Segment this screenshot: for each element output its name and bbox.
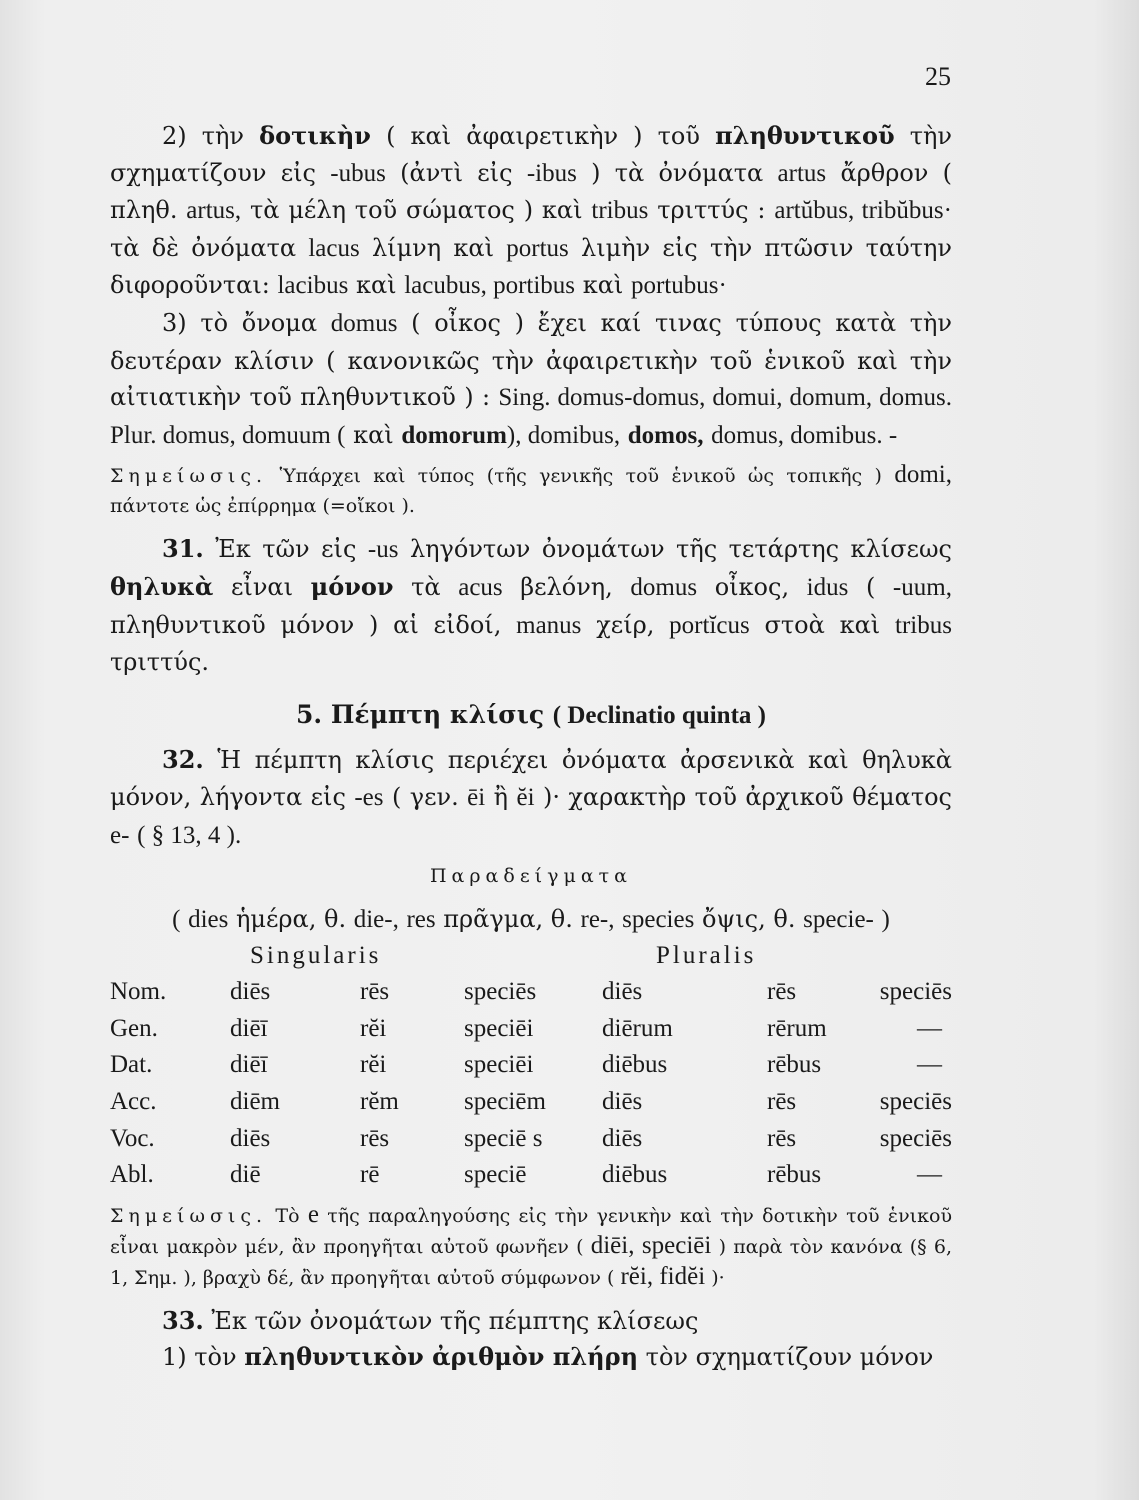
- latin-text: species: [622, 905, 695, 933]
- bold-term: θηλυκὰ: [110, 571, 214, 601]
- text: (: [172, 905, 181, 933]
- text: Ἡ πέμπτη κλίσις περιέχει ὀνόματα ἀρσενικὰ καὶ θηλυκὰ μόνον, λήγοντα εἰς: [110, 746, 952, 811]
- text: τριττύς :: [657, 196, 766, 225]
- text: στοὰ καὶ: [764, 610, 881, 639]
- text: )· χαρακτὴρ τοῦ ἀρχικοῦ θέματος: [542, 782, 952, 811]
- table-cell: —: [917, 1014, 942, 1042]
- section-33: [110, 1303, 952, 1340]
- table-cell: speciēs: [879, 1088, 952, 1116]
- latin-text: rĕi, fidĕi: [620, 1262, 706, 1290]
- table-cell: diē: [230, 1161, 261, 1189]
- latin-text: artus,: [186, 197, 242, 225]
- latin-text: specie-: [803, 905, 874, 933]
- section-title-fifth-declension: [110, 697, 952, 735]
- latin-text: idus: [806, 573, 849, 601]
- text: 1) τὸν: [162, 1343, 237, 1372]
- bold-term: πληθυντικοῦ: [715, 121, 895, 150]
- text: ( γεν.: [391, 782, 459, 811]
- text: 5.: [296, 699, 323, 729]
- latin-text: ( § 13, 4 ).: [137, 821, 242, 849]
- bold-term: μόνον: [310, 571, 394, 601]
- table-cell: speciēs: [879, 978, 952, 1006]
- latin-text: re-,: [580, 905, 615, 933]
- number-headers: [110, 938, 952, 974]
- page-body: [110, 118, 952, 1376]
- table-cell: rēs: [767, 1124, 797, 1152]
- table-cell: speciē: [464, 1161, 527, 1189]
- table-cell: rĕm: [360, 1088, 399, 1116]
- text: (: [865, 572, 876, 601]
- table-cell: rēs: [360, 1124, 390, 1152]
- table-cell: rērum: [767, 1014, 827, 1042]
- table-cell: diēs: [230, 1124, 271, 1152]
- plural-header: Pluralis: [656, 942, 757, 970]
- latin-text: lacibus: [277, 272, 349, 300]
- latin-text: tribus: [895, 611, 952, 639]
- bold-term: πληθυντικὸν ἀριθμὸν πλήρη: [244, 1342, 639, 1372]
- case-label: Voc.: [110, 1124, 155, 1152]
- paradigm-heading: Παραδείγματα: [429, 865, 632, 888]
- bold-term: δοτικὴν: [259, 121, 371, 150]
- latin-text: Sing. domus-domus, domui, domum, domus. Plur. domus, domuum (: [110, 384, 953, 449]
- table-cell: diēbus: [602, 1161, 668, 1189]
- table-row: [110, 974, 952, 1011]
- table-cell: rĕi: [360, 1014, 387, 1042]
- text: 3) τὸ ὄνομα: [162, 308, 318, 337]
- note-domi: [110, 460, 952, 521]
- bold-latin-term: domorum: [401, 421, 507, 449]
- text: πρᾶγμα, θ.: [443, 904, 573, 933]
- table-cell: diēs: [602, 1088, 643, 1116]
- latin-text: diēi, speciēi: [590, 1231, 712, 1259]
- latin-text: ēi: [467, 783, 486, 811]
- text: καὶ: [582, 271, 624, 300]
- latin-text: artŭbus, tribŭbus·: [774, 197, 952, 225]
- latin-text: artus: [777, 159, 827, 187]
- section-32: [110, 742, 952, 854]
- latin-text: lacus: [308, 234, 360, 262]
- declension-table: [110, 974, 952, 1194]
- text: τὰ μέλη τοῦ σώματος ) καὶ: [250, 196, 583, 225]
- table-cell: diēbus: [602, 1051, 668, 1079]
- text: πάντοτε ὡς ἐπίρρημα (=οἴκοι ).: [110, 495, 415, 518]
- table-row: [110, 1157, 952, 1194]
- text: οἶκος,: [714, 572, 790, 601]
- latin-text: portubus·: [630, 272, 727, 300]
- section-33-item-1: [110, 1339, 952, 1376]
- table-cell: rēs: [767, 1088, 797, 1116]
- table-cell: rēs: [360, 978, 390, 1006]
- text: πληθυντικοῦ μόνον ) αἱ εἰδοί,: [110, 610, 502, 639]
- table-row: [110, 1011, 952, 1048]
- text: ) παρὰ τὸν κανόνα (§ 6, 1, Σημ. ), βραχὺ δέ, ἂν προηγῆται αὐτοῦ σύμφωνον (: [110, 1235, 953, 1289]
- text: τὴν σχηματίζουν εἰς: [110, 122, 952, 187]
- text: Ἐκ τῶν ὀνομάτων τῆς πέμπτης κλίσεως: [211, 1306, 699, 1335]
- note-label: Σημείωσις.: [110, 1204, 268, 1227]
- paragraph-dative-plural: [110, 118, 952, 305]
- table-cell: —: [917, 1051, 942, 1079]
- text: ) τὰ ὀνόματα: [591, 158, 764, 187]
- table-row: [110, 1084, 952, 1121]
- text: τὸν σχηματίζουν μόνον: [645, 1343, 934, 1372]
- text: Ὑπάρχει καὶ τύπος (τῆς γενικῆς τοῦ ἑνικοῦ ὡς τοπικῆς ): [279, 465, 882, 488]
- latin-text: ( Declinatio quinta ): [552, 701, 766, 729]
- text: ( οἶκος ) ἔχει καί τινας τύπους κατὰ τὴν δευτέραν κλίσιν ( κανονικῶς τὴν ἀφαιρετικὴν τοῦ ἑνικοῦ καὶ τὴν αἰτιατικὴν τοῦ πληθυντικοῦ ) :: [110, 308, 953, 412]
- page-number: 25: [925, 62, 951, 91]
- table-row: [110, 1047, 952, 1084]
- text: Τὸ: [275, 1204, 300, 1227]
- text: τριττύς.: [110, 648, 210, 677]
- table-cell: speciēs: [879, 1124, 952, 1152]
- table-cell: rēbus: [767, 1161, 822, 1189]
- latin-text: domi,: [894, 461, 952, 489]
- text: Ἐκ τῶν εἰς: [215, 535, 357, 564]
- examples-line: [110, 901, 952, 939]
- text: ληγόντων ὀνομάτων τῆς τετάρτης κλίσεως: [409, 535, 952, 564]
- latin-text: dies: [188, 905, 229, 933]
- latin-text: lacubus, portibus: [404, 272, 576, 300]
- case-label: Nom.: [110, 978, 167, 1006]
- section-number: 32.: [162, 745, 204, 775]
- table-cell: rēbus: [767, 1051, 822, 1079]
- latin-text: res: [406, 905, 436, 933]
- table-cell: rē: [360, 1161, 380, 1189]
- latin-text: portĭcus: [669, 611, 750, 639]
- table-cell: diēm: [230, 1088, 280, 1116]
- latin-text: acus: [458, 573, 503, 601]
- case-label: Gen.: [110, 1014, 158, 1042]
- text: χείρ,: [596, 610, 655, 639]
- note-genitive-e: [110, 1200, 952, 1293]
- latin-text: die-,: [353, 905, 399, 933]
- text: ( καὶ ἀφαιρετικὴν ) τοῦ: [386, 122, 700, 150]
- latin-text: manus: [516, 611, 582, 639]
- text: ): [881, 905, 890, 933]
- text: ὄψις, θ.: [701, 904, 796, 933]
- latin-text: ), domibus,: [506, 421, 621, 449]
- table-cell: rĕi: [360, 1051, 387, 1079]
- text: Πέμπτη κλίσις: [330, 699, 545, 729]
- table-cell: diērum: [602, 1014, 673, 1042]
- table-row: [110, 1121, 952, 1158]
- bold-latin-term: domos,: [627, 421, 704, 449]
- latin-text: e: [307, 1200, 319, 1228]
- table-cell: diēs: [602, 978, 643, 1006]
- table-cell: speciēi: [464, 1014, 534, 1042]
- note-label: Σημείωσις.: [110, 465, 268, 488]
- text: καὶ: [355, 271, 397, 300]
- table-cell: speciēm: [464, 1088, 546, 1116]
- latin-text: -ubus: [330, 159, 386, 187]
- table-cell: —: [917, 1161, 942, 1189]
- text: καὶ: [353, 420, 394, 449]
- text: λιμὴν εἰς τὴν πτῶσιν ταύτην διφοροῦνται:: [110, 233, 952, 300]
- table-cell: diēs: [230, 978, 271, 1006]
- latin-text: ĕi: [516, 783, 535, 811]
- table-cell: diēs: [602, 1124, 643, 1152]
- section-number: 31.: [162, 534, 204, 564]
- latin-text: -es: [354, 783, 384, 811]
- text: )·: [711, 1266, 725, 1289]
- latin-text: tribus: [591, 197, 649, 225]
- section-number: 33.: [162, 1305, 204, 1335]
- latin-text: e-: [110, 821, 130, 849]
- section-31: [110, 531, 952, 680]
- text: ἄρθρον ( πληθ.: [110, 158, 952, 225]
- text: τὰ: [411, 572, 441, 601]
- text: λίμνη καὶ: [371, 233, 494, 262]
- table-cell: diēī: [230, 1051, 268, 1079]
- latin-text: portus: [506, 234, 569, 262]
- case-label: Dat.: [110, 1051, 153, 1079]
- text: τὰ δὲ ὀνόματα: [110, 233, 297, 262]
- table-cell: rēs: [767, 978, 797, 1006]
- text: βελόνη,: [520, 572, 613, 601]
- text: 2) τὴν: [162, 122, 244, 150]
- latin-text: -us: [367, 536, 399, 564]
- table-cell: speciēi: [464, 1051, 534, 1079]
- table-cell: speciē s: [464, 1124, 543, 1152]
- text: (ἀντὶ εἰς: [400, 158, 513, 187]
- case-label: Acc.: [110, 1088, 157, 1116]
- latin-text: domus: [630, 573, 698, 601]
- latin-text: domus, domibus. -: [711, 421, 898, 449]
- singular-header: Singularis: [250, 942, 382, 970]
- case-label: Abl.: [110, 1161, 154, 1189]
- text: τῆς παραληγούσης εἰς τὴν γενικὴν καὶ τὴν δοτικὴν τοῦ ἑνικοῦ εἶναι μακρὸν μέν, ἂν προηγῆται αὐτοῦ φωνῆεν (: [110, 1204, 952, 1258]
- latin-text: domus: [330, 309, 398, 337]
- latin-text: -ibus: [526, 159, 577, 187]
- table-cell: speciēs: [464, 978, 537, 1006]
- text: εἶναι: [231, 572, 294, 601]
- latin-text: -uum,: [892, 573, 952, 601]
- table-cell: diēī: [230, 1014, 268, 1042]
- paragraph-domus: [110, 305, 952, 454]
- text: ἢ: [493, 782, 509, 811]
- text: ἡμέρα, θ.: [236, 904, 347, 933]
